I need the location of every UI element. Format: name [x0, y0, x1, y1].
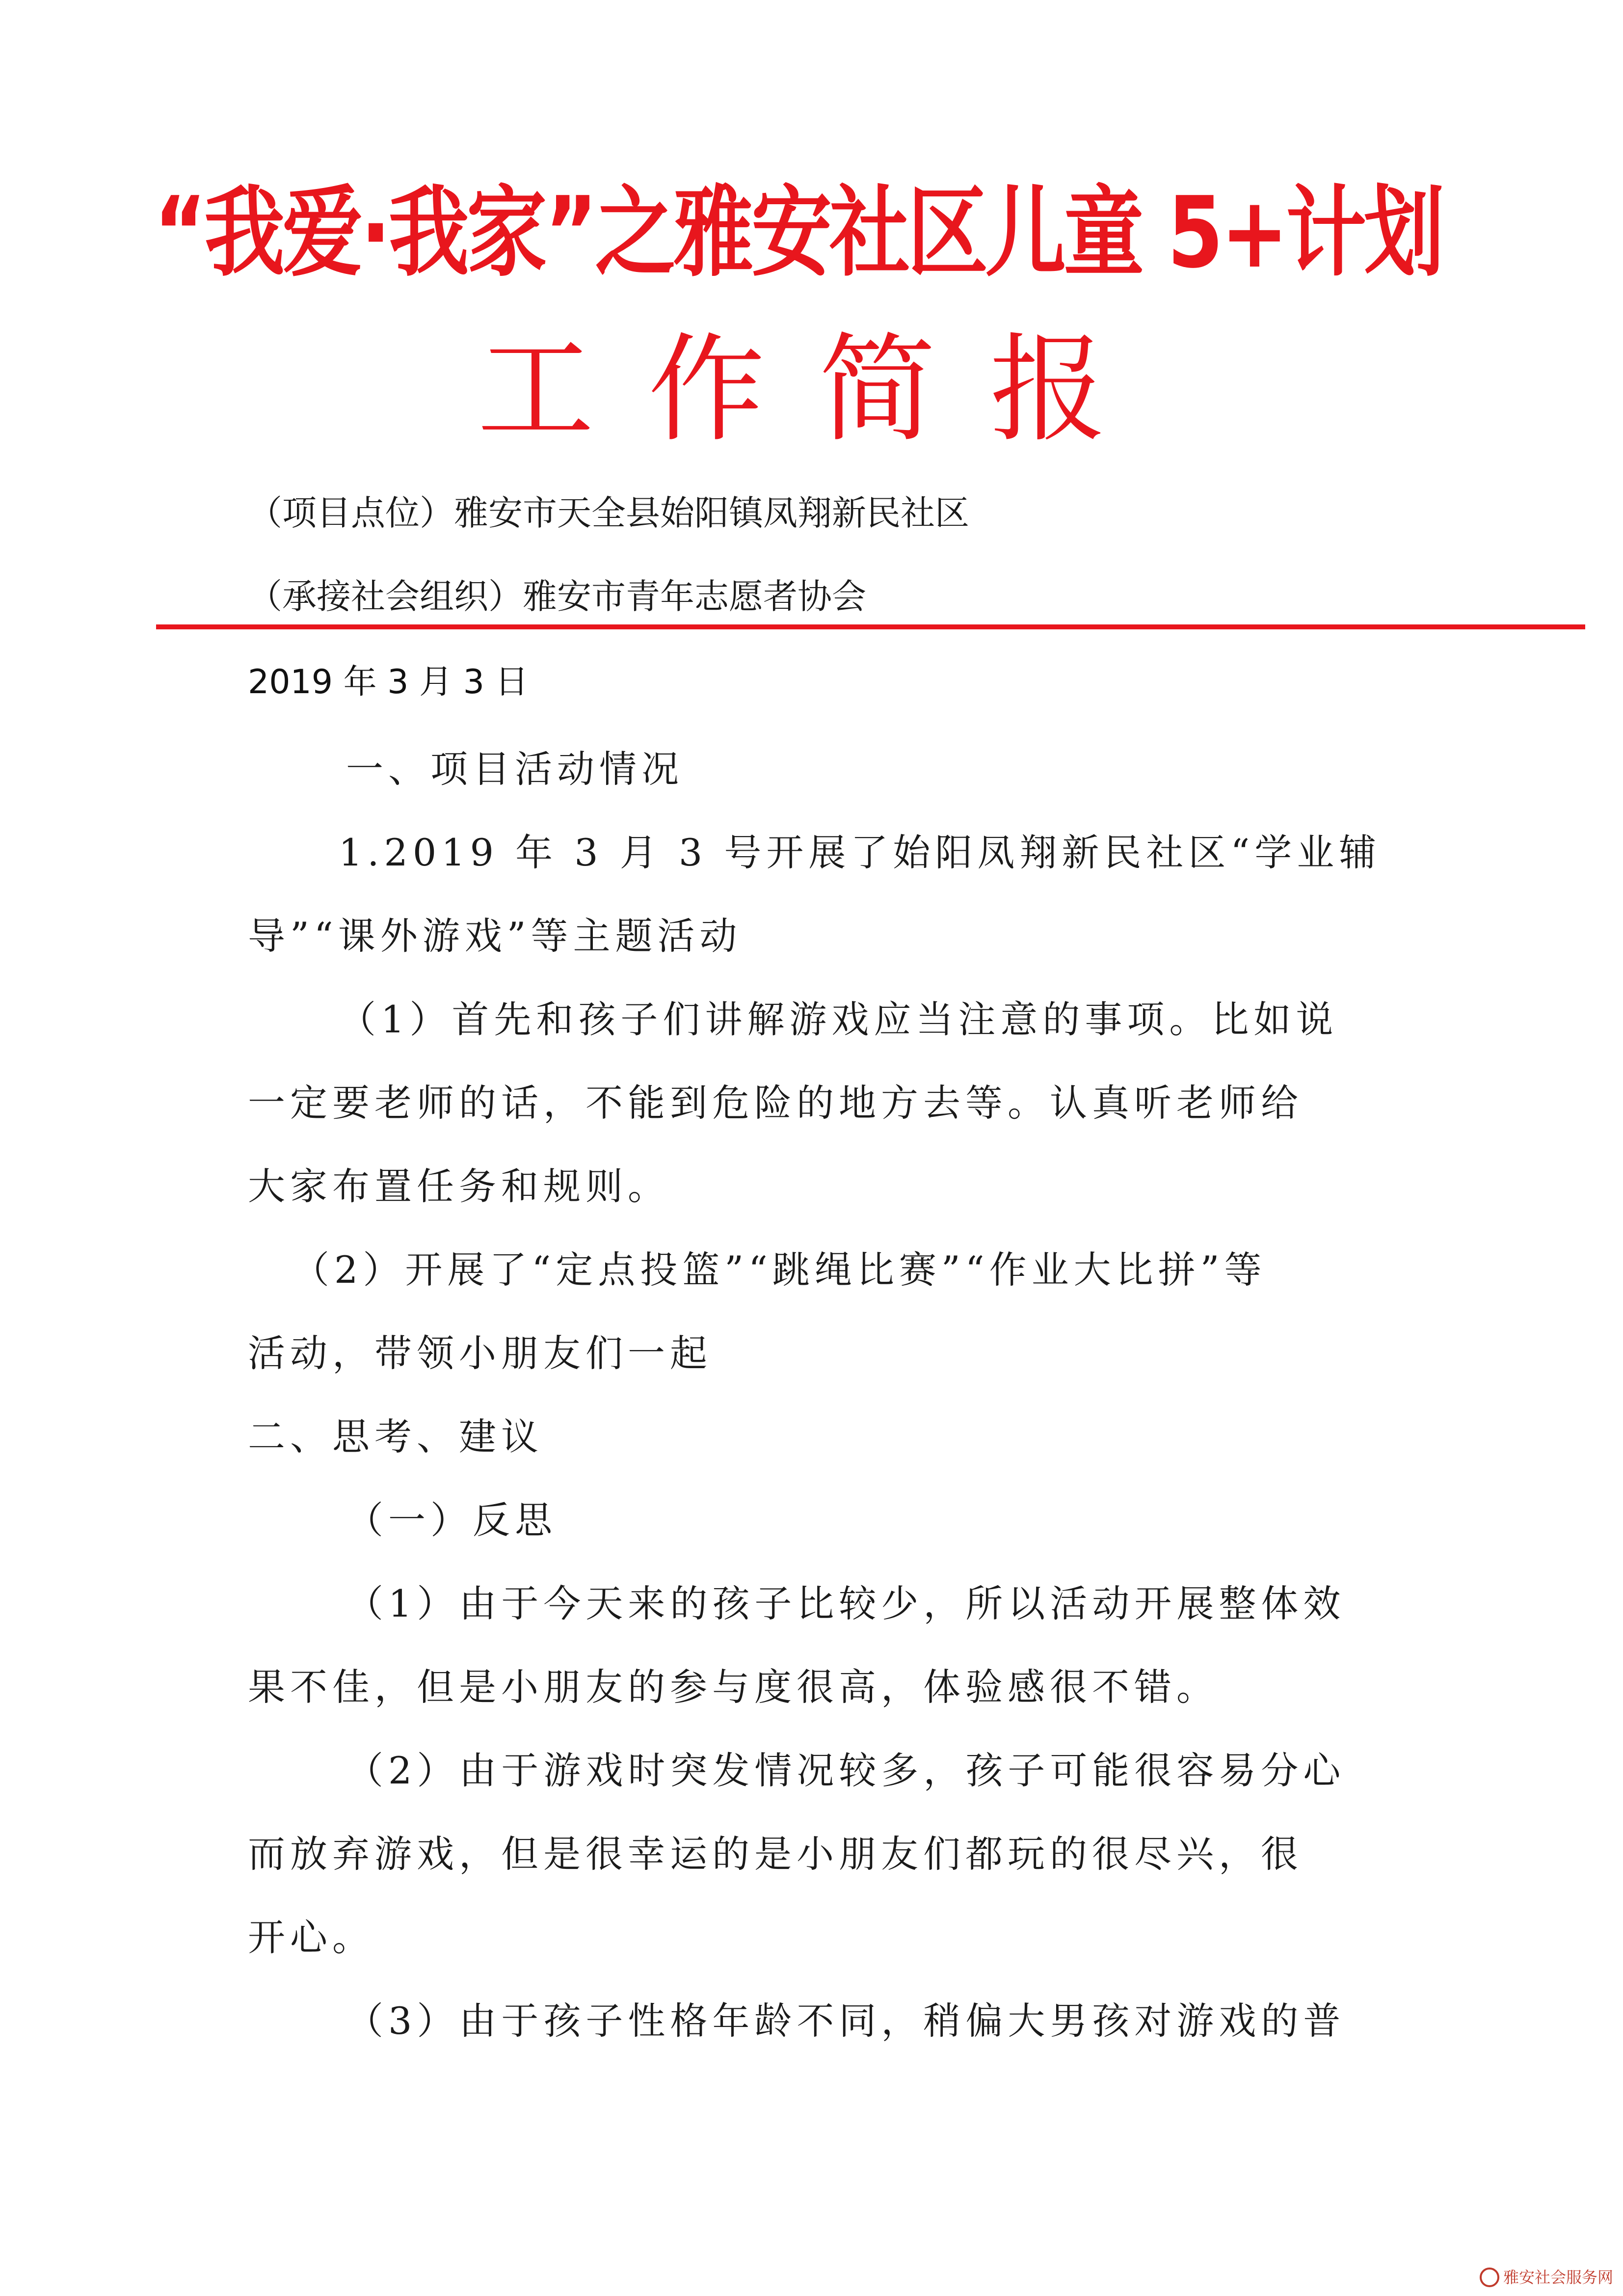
section-heading: 二、思考、建议 — [248, 1415, 543, 1459]
body-line: （2）开展了“定点投篮”“跳绳比赛”“作业大比拼”等 — [292, 1248, 1267, 1292]
body-line: 一定要老师的话，不能到危险的地方去等。认真听老师给 — [248, 1081, 1303, 1125]
site-watermark — [1480, 2267, 1613, 2288]
site-logo-icon — [1480, 2268, 1499, 2287]
project-site: （项目点位）雅安市天全县始阳镇凤翔新民社区 — [248, 493, 969, 533]
header-divider — [156, 624, 1585, 629]
watermark-text: 雅安社会服务网 — [1503, 2268, 1613, 2287]
body-line: 而放弃游戏，但是很幸运的是小朋友们都玩的很尽兴，很 — [248, 1832, 1303, 1876]
body-line: （1）由于今天来的孩子比较少，所以活动开展整体效 — [346, 1582, 1346, 1625]
body-line: （3）由于孩子性格年龄不同，稍偏大男孩对游戏的普 — [346, 1999, 1346, 2043]
body-line: 导”“课外游戏”等主题活动 — [248, 914, 742, 958]
report-date: 2019 年 3 月 3 日 — [248, 663, 529, 702]
contracting-organization: （承接社会组织）雅安市青年志愿者协会 — [248, 576, 866, 617]
body-line: （1）首先和孩子们讲解游戏应当注意的事项。比如说 — [339, 998, 1338, 1041]
subsection-heading: （一）反思 — [346, 1498, 557, 1542]
body-line: 开心。 — [248, 1916, 374, 1959]
body-line: 果不佳，但是小朋友的参与度很高，体验感很不错。 — [248, 1665, 1219, 1709]
body-line: 1.2019 年 3 月 3 号开展了始阳凤翔新民社区“学业辅 — [339, 831, 1382, 874]
report-title-line1: “我爱·我家”之雅安社区儿童 5+计划 — [154, 176, 1442, 290]
body-line: （2）由于游戏时突发情况较多，孩子可能很容易分心 — [346, 1749, 1346, 1792]
body-line: 活动，带领小朋友们一起 — [248, 1331, 712, 1375]
report-title-line2: 工作简报 — [477, 322, 1161, 458]
body-line: 大家布置任务和规则。 — [248, 1164, 670, 1208]
section-heading: 一、项目活动情况 — [346, 747, 684, 791]
